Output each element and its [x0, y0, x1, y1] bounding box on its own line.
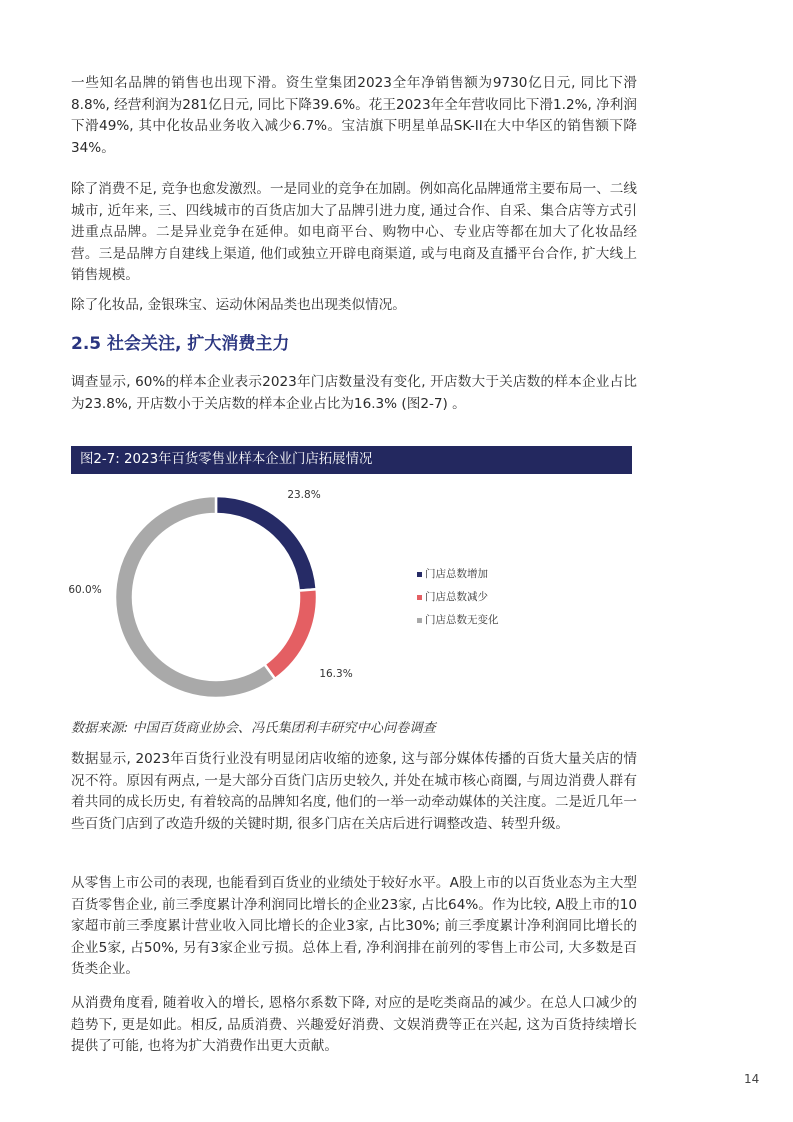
body-paragraph-survey: 调查显示, 60%的样本企业表示2023年门店数量没有变化, 开店数大于关店数的样本企业占比为23.8%, 开店数小于关店数的样本企业占比为16.3% (图2-7) 。 [71, 374, 637, 412]
body-paragraph-competition: 除了消费不足, 竞争也愈发激烈。一是同业的竞争在加剧。例如高化品牌通常主要布局一、二线城市, 近年来, 三、四线城市的百货店加大了品牌引进力度, 通过合作、自采、集合店等方式引进重点品牌。二是异业竞争在延伸。如电商平台、购物中心、专业店等都在加大了化妆品经营。三是品牌方自建线上渠道, 他们或独立开辟电商渠道, 或与电商及直播平台合作, 扩大线上销售规模。 [71, 181, 637, 284]
slice-value-label: 60.0% [68, 584, 102, 596]
slice-value-label: 16.3% [319, 668, 353, 680]
legend-swatch [417, 572, 422, 577]
body-paragraph-brand-sales: 一些知名品牌的销售也出现下滑。资生堂集团2023全年净销售额为9730亿日元, 同比下滑8.8%, 经营利润为281亿日元, 同比下降39.6%。花王2023年全年营收同比下滑1.2%, 净利润下滑49%, 其中化妆品业务收入减少6.7%。宝洁旗下明星单品SK-II在大中华区的销售额下降34%。 [71, 75, 637, 156]
page-number: 14 [744, 1072, 760, 1086]
legend-swatch [417, 595, 422, 600]
donut-slice [115, 496, 275, 698]
section-heading: 2.5 社会关注, 扩大消费主力 [71, 334, 290, 354]
body-paragraph-no-closure: 数据显示, 2023年百货行业没有明显闭店收缩的迹象, 这与部分媒体传播的百货大量关店的情况不符。原因有两点, 一是大部分百货门店历史较久, 并处在城市核心商圈, 与周边消费人群有着共同的成长历史, 有着较高的品牌知名度, 他们的一举一动牵动媒体的关注度。二是近几年一些百货门店到了改造升级的关键时期, 很多门店在关店后进行调整改造、转型升级。 [71, 751, 637, 832]
figure-title: 图2-7: 2023年百货零售业样本企业门店拓展情况 [71, 446, 632, 474]
donut-slice [216, 496, 317, 591]
legend-label: 门店总数减少 [425, 591, 488, 603]
legend-swatch [417, 618, 422, 623]
body-paragraph-consumption: 从消费角度看, 随着收入的增长, 恩格尔系数下降, 对应的是吃类商品的减少。在总人口减少的趋势下, 更是如此。相反, 品质消费、兴趣爱好消费、文娱消费等正在兴起, 这为百货持续增长提供了可能, 也将为扩大消费作出更大贡献。 [71, 995, 637, 1055]
legend-label: 门店总数增加 [425, 568, 488, 580]
donut-chart [0, 474, 793, 714]
body-paragraph-listed-companies: 从零售上市公司的表现, 也能看到百货业的业绩处于较好水平。A股上市的以百货业态为主大型百货零售企业, 前三季度累计净利润同比增长的企业23家, 占比64%。作为比较, A股上市的10家超市前三季度累计营业收入同比增长的企业3家, 占比30%; 前三季度累计净利润同比增长的企业5家, 占50%, 另有3家企业亏损。总体上看, 净利润排在前列的零售上市公司, 大多数是百货类企业。 [71, 875, 637, 978]
body-paragraph-other-categories: 除了化妆品, 金银珠宝、运动休闲品类也出现类似情况。 [71, 297, 406, 313]
legend-label: 门店总数无变化 [425, 614, 499, 626]
donut-slice [265, 589, 317, 679]
slice-value-label: 23.8% [287, 489, 321, 501]
figure-source: 数据来源: 中国百货商业协会、冯氏集团利丰研究中心问卷调查 [71, 721, 436, 736]
